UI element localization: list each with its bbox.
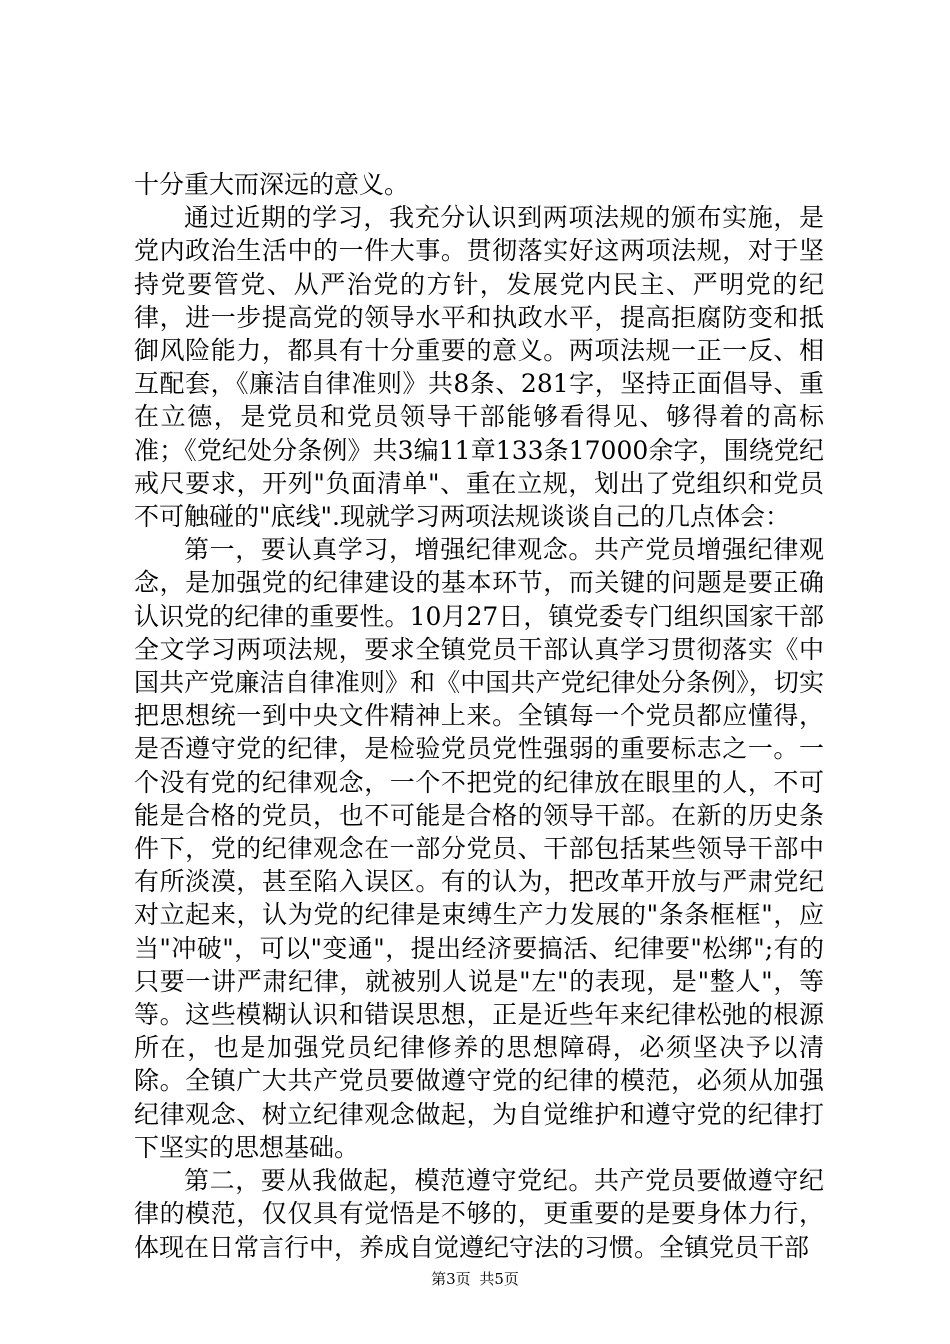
document-body bbox=[134, 168, 824, 1264]
page-number: 第3页 bbox=[431, 1270, 471, 1288]
paragraph-1: 十分重大而深远的意义。 bbox=[134, 170, 410, 199]
page-footer bbox=[0, 1268, 950, 1289]
paragraph-4: 第二，要从我做起，模范遵守党纪。共产党员要做遵守纪律的模范，仅仅具有觉悟是不够的，更重要的是要身体力行，体现在日常言行中，养成自觉遵纪守法的习惯。全镇党员干部 bbox=[134, 1166, 824, 1262]
paragraph-2: 通过近期的学习，我充分认识到两项法规的颁布实施，是党内政治生活中的一件大事。贯彻落实好这两项法规，对于坚持党要管党、从严治党的方针，发展党内民主、严明党的纪律，进一步提高党的领导水平和执政水平，提高拒腐防变和抵御风险能力，都具有十分重要的意义。两项法规一正一反、相互配套，《廉洁自律准则》共8条、281字，坚持正面倡导、重在立德，是党员和党员领导干部能够看得见、够得着的高标准；《党纪处分条例》共3编11章133条17000余字，围绕党纪戒尺要求，开列"负面清单"、重在立规，划出了党组织和党员不可触碰的"底线".现就学习两项法规谈谈自己的几点体会： bbox=[134, 203, 824, 532]
page-total: 共5页 bbox=[479, 1270, 519, 1288]
paragraph-3: 第一，要认真学习，增强纪律观念。共产党员增强纪律观念，是加强党的纪律建设的基本环节，而关键的问题是要正确认识党的纪律的重要性。10月27日，镇党委专门组织国家干部全文学习两项法规，要求全镇党员干部认真学习贯彻落实《中国共产党廉洁自律准则》和《中国共产党纪律处分条例》，切实把思想统一到中央文件精神上来。全镇每一个党员都应懂得，是否遵守党的纪律，是检验党员党性强弱的重要标志之一。一个没有党的纪律观念，一个不把党的纪律放在眼里的人，不可能是合格的党员，也不可能是合格的领导干部。在新的历史条件下，党的纪律观念在一部分党员、干部包括某些领导干部中有所淡漠，甚至陷入误区。有的认为，把改革开放与严肃党纪对立起来，认为党的纪律是束缚生产力发展的"条条框框"，应当"冲破"，可以"变通"，提出经济要搞活、纪律要"松绑";有的只要一讲严肃纪律，就被别人说是"左"的表现，是"整人"，等等。这些模糊认识和错误思想，正是近些年来纪律松弛的根源所在，也是加强党员纪律修养的思想障碍，必须坚决予以清除。全镇广大共产党员要做遵守党的纪律的模范，必须从加强纪律观念、树立纪律观念做起，为自觉维护和遵守党的纪律打下坚实的思想基础。 bbox=[134, 535, 824, 1162]
